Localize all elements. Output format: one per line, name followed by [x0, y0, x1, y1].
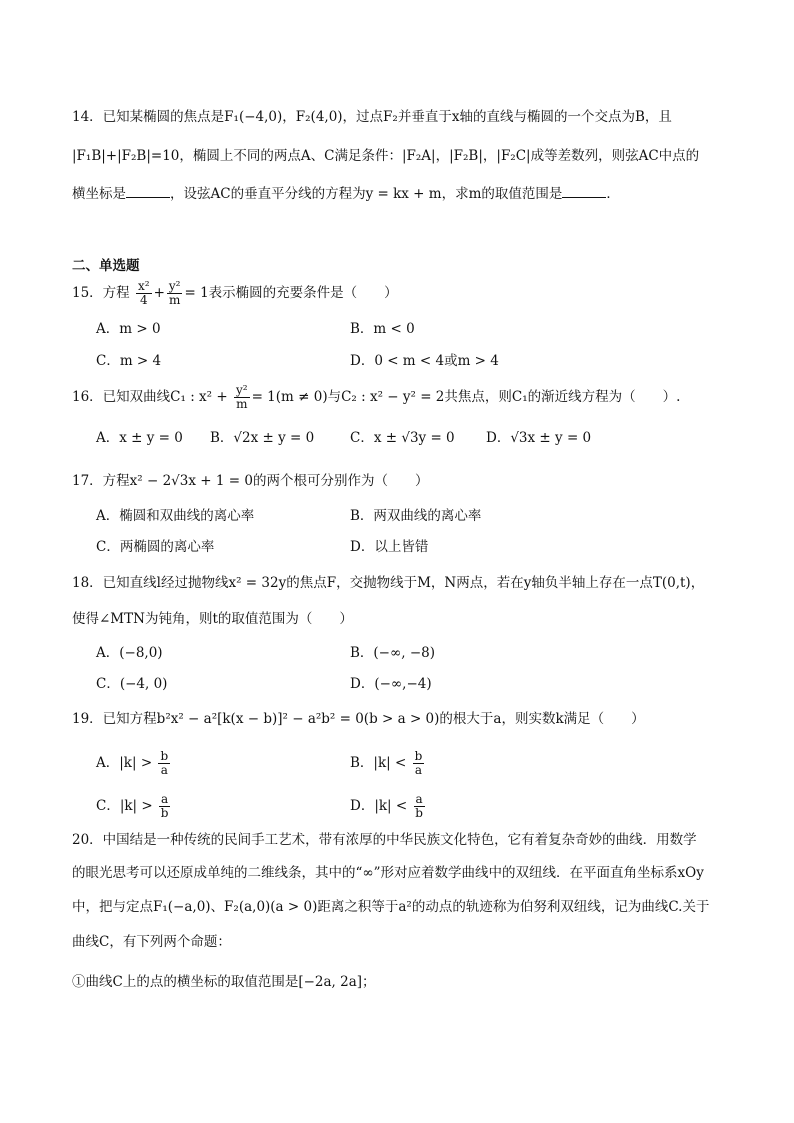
q16-fraction-den: m — [236, 397, 248, 411]
q19-option-b-num: b — [414, 749, 423, 763]
q19-option-d-den: b — [415, 806, 423, 820]
q18-option-c: C．(−4, 0) — [96, 676, 168, 692]
q14-text-c: ． — [606, 186, 620, 202]
q15-option-b: B．m < 0 — [350, 321, 415, 337]
q16-option-b: B．√2x ± y = 0 — [210, 430, 315, 446]
q14-text-b: ，设弦AC的垂直平分线的方程为y = kx + m，求m的取值范围是 — [170, 186, 563, 202]
section-title: 二、单选题 — [72, 258, 140, 274]
q17-option-b: B．两双曲线的离心率 — [350, 508, 482, 524]
q14-answer-blank-1 — [126, 185, 170, 198]
q14-text-a: 横坐标是 — [72, 186, 126, 202]
q20-line-4: 曲线C，有下列两个命题： — [72, 934, 231, 950]
q19-option-a-prefix: A．|k| > — [96, 755, 153, 771]
q15-stem-prefix: 15．方程 — [72, 285, 130, 301]
q19-option-c-fraction — [159, 793, 170, 820]
q15-stem — [72, 280, 398, 307]
q14-line-3 — [72, 185, 620, 203]
q15-option-a: A．m > 0 — [96, 321, 161, 337]
q19-option-a-num: b — [160, 749, 169, 763]
q16-fraction — [234, 384, 250, 411]
q15-fraction-2-num: y² — [168, 279, 181, 293]
q15-stem-suffix: = 1表示椭圆的充要条件是（ ） — [184, 285, 398, 301]
q19-option-a-fraction — [158, 750, 170, 777]
q18-line-1: 18．已知直线l经过抛物线x² = 32y的焦点F，交抛物线于M，N两点，若在y轴负半轴上存在一点T(0,t)， — [72, 575, 705, 591]
q16-fraction-num: y² — [235, 383, 248, 397]
q19-option-b-prefix: B．|k| < — [350, 755, 407, 771]
q17-option-d: D．以上皆错 — [350, 539, 429, 555]
q15-fraction-2 — [167, 280, 183, 307]
q16-stem — [72, 384, 680, 411]
q19-option-d-prefix: D．|k| < — [350, 798, 408, 814]
q19-option-d-fraction — [414, 793, 425, 820]
q20-line-3: 中，把与定点F₁(−a,0)、F₂(a,0)(a > 0)距离之积等于a²的动点的轨迹称为伯努利双纽线，记为曲线C.关于 — [72, 899, 710, 915]
q20-line-1: 20．中国结是一种传统的民间手工艺术，带有浓厚的中华民族文化特色，它有着复杂奇妙的曲线．用数学 — [72, 832, 697, 848]
q18-option-b: B．(−∞, −8) — [350, 645, 435, 661]
q19-option-d — [350, 793, 427, 820]
q15-fraction-2-den: m — [168, 293, 181, 307]
q19-option-c-den: b — [160, 806, 169, 820]
q15-fraction-1-num: x² — [137, 279, 150, 293]
q17-stem: 17．方程x² − 2√3x + 1 = 0的两个根可分别作为（ ） — [72, 473, 429, 489]
q15-option-d: D．0 < m < 4或m > 4 — [350, 353, 499, 369]
q14-line-2: |F₁B|+|F₂B|=10，椭圆上不同的两点A、C满足条件：|F₂A|，|F₂B|，|F₂C|成等差数列，则弦AC中点的 — [72, 148, 700, 164]
q19-option-b-den: a — [414, 763, 423, 777]
q15-option-c: C．m > 4 — [96, 353, 162, 369]
q19-option-c-prefix: C．|k| > — [96, 798, 153, 814]
q19-stem: 19．已知方程b²x² − a²[k(x − b)]² − a²b² = 0(b > a > 0)的根大于a，则实数k满足（ ） — [72, 711, 645, 727]
q20-line-5: ①曲线C上的点的横坐标的取值范围是[−2a, 2a]； — [72, 974, 376, 990]
q19-option-d-num: a — [415, 792, 423, 806]
q19-option-b — [350, 750, 426, 777]
q17-option-a: A．椭圆和双曲线的离心率 — [96, 508, 255, 524]
q19-option-c-num: a — [161, 792, 169, 806]
q19-option-a-den: a — [160, 763, 168, 777]
q15-fraction-1 — [136, 280, 152, 307]
q20-line-2: 的眼光思考可以还原成单纯的二维线条，其中的“∞”形对应着数学曲线中的双纽线．在平面直角坐标系xOy — [72, 865, 704, 881]
q16-option-c: C．x ± √3y = 0 — [350, 430, 455, 446]
q16-option-a: A．x ± y = 0 — [96, 430, 183, 446]
q17-option-c: C．两椭圆的离心率 — [96, 539, 215, 555]
q16-stem-prefix: 16．已知双曲线C₁ : x² + — [72, 389, 228, 405]
q18-option-a: A．(−8,0) — [96, 645, 163, 661]
q19-option-a — [96, 750, 172, 777]
q18-option-d: D．(−∞,−4) — [350, 676, 432, 692]
q14-line-1: 14．已知某椭圆的焦点是F₁(−4,0)，F₂(4,0)，过点F₂并垂直于x轴的直线与椭圆的一个交点为B，且 — [72, 109, 672, 125]
q15-fraction-1-den: 4 — [139, 293, 148, 307]
q16-stem-suffix: = 1(m ≠ 0)与C₂ : x² − y² = 2共焦点，则C₁的渐近线方程为（ ）. — [251, 389, 681, 405]
q15-plus: + — [153, 285, 165, 301]
q16-option-d: D．√3x ± y = 0 — [486, 430, 592, 446]
q14-answer-blank-2 — [562, 185, 606, 198]
q19-option-b-fraction — [413, 750, 425, 777]
q19-option-c — [96, 793, 172, 820]
q18-line-2: 使得∠MTN为钝角，则t的取值范围为（ ） — [72, 611, 353, 627]
